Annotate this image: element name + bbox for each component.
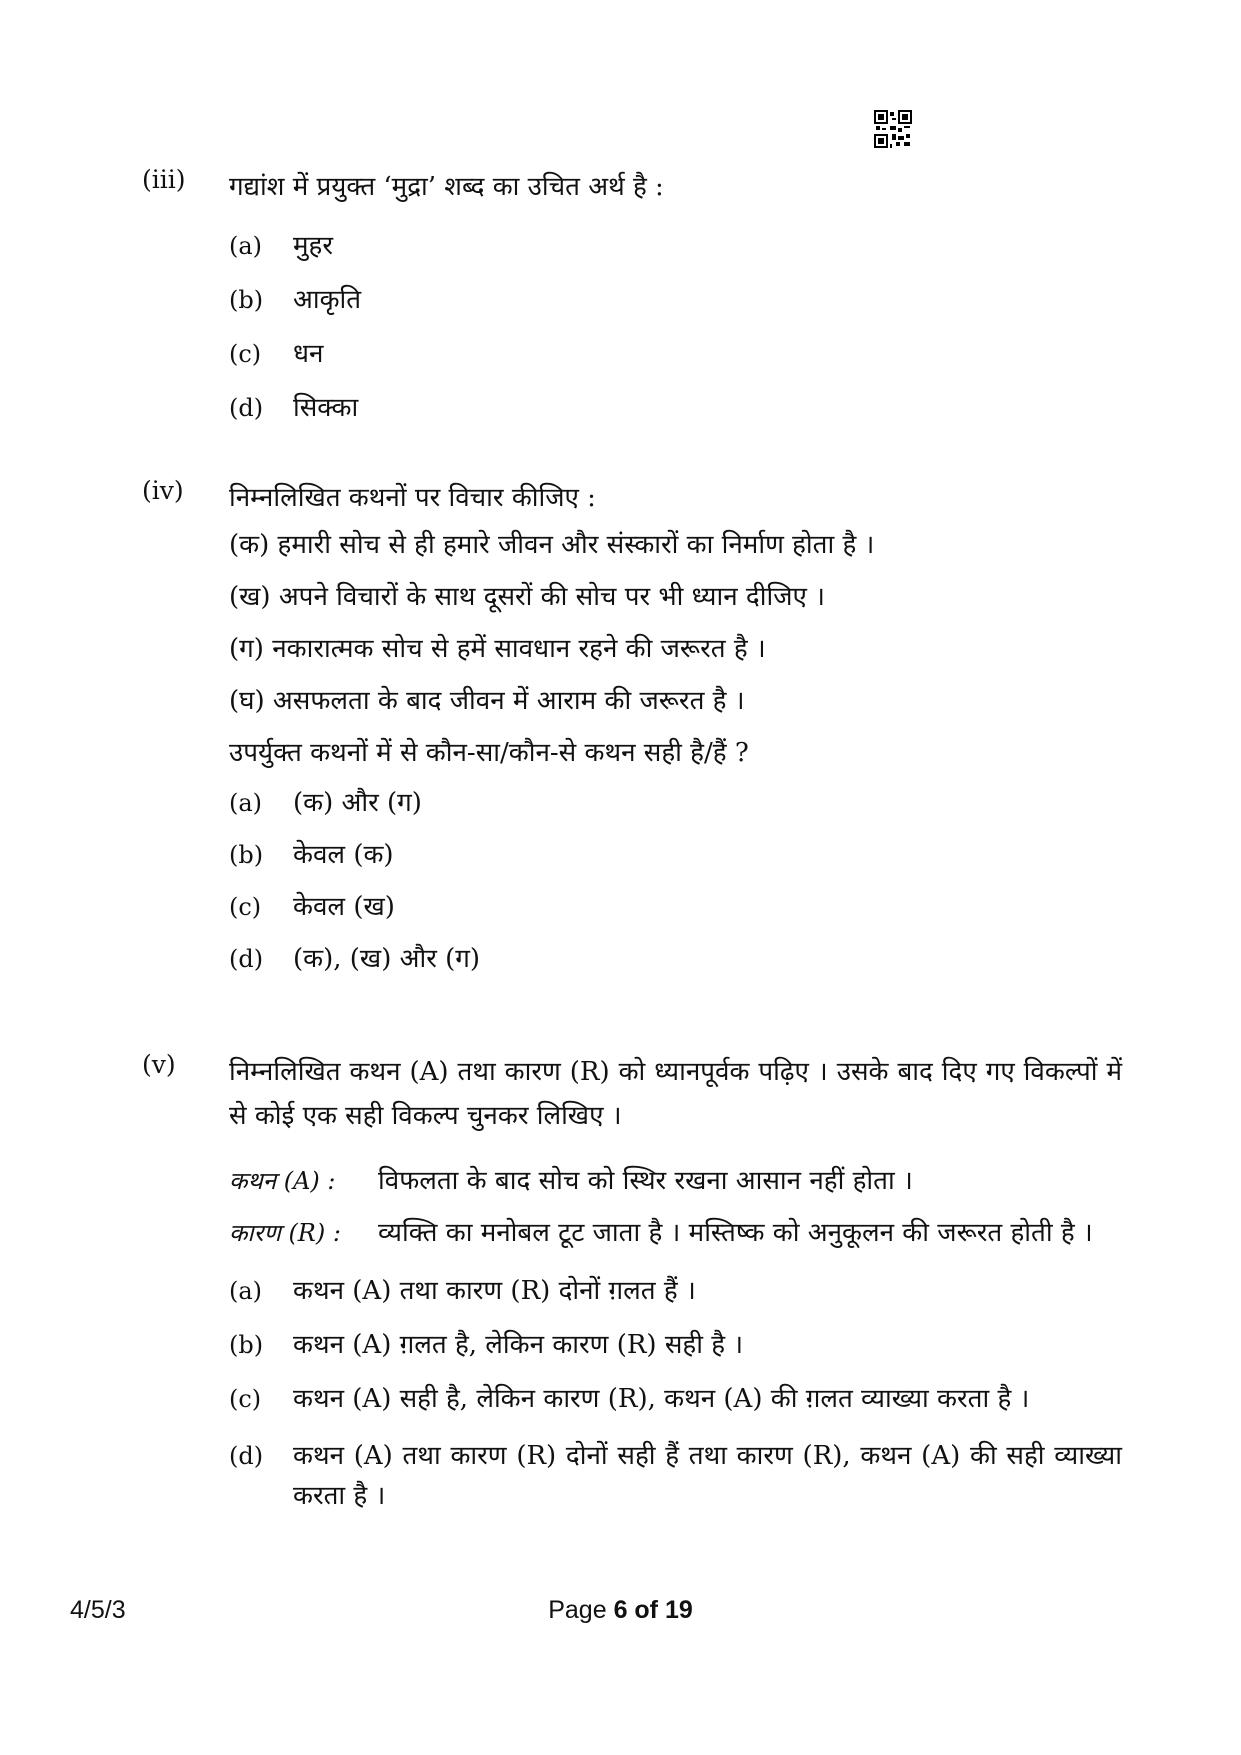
option-c (229, 890, 1122, 924)
option-label: (a) (229, 789, 263, 817)
statement-question: उपर्युक्त कथनों में से कौन-सा/कौन-से कथन सही है/हैं ? (229, 738, 749, 768)
option-text: आकृति (293, 285, 362, 315)
option-text: (क), (ख) और (ग) (293, 944, 481, 974)
option-text: सिक्का (293, 393, 359, 423)
option-label: (a) (229, 1277, 263, 1305)
option-c (229, 1382, 1122, 1416)
option-d (229, 391, 1122, 425)
option-a (229, 786, 1122, 820)
option-text: कथन (A) तथा कारण (R) दोनों सही हैं तथा कारण (R), कथन (A) की सही व्याख्या करता है । (293, 1441, 1122, 1511)
options-list (229, 1274, 1122, 1516)
statement-kha: (ख) अपने विचारों के साथ दूसरों की सोच पर भी ध्यान दीजिए । (229, 582, 825, 612)
question-number: (v) (142, 1050, 176, 1079)
statement-ga: (ग) नकारात्मक सोच से हमें सावधान रहने की जरूरत है । (229, 634, 766, 664)
option-label: (b) (229, 286, 264, 314)
option-c (229, 337, 1122, 371)
options-list (229, 786, 1122, 976)
option-b (229, 283, 1122, 317)
option-label: (d) (229, 945, 264, 973)
paper-code: 4/5/3 (70, 1596, 126, 1624)
option-label: (d) (229, 1442, 264, 1470)
qr-code (874, 110, 912, 148)
option-label: (a) (229, 232, 263, 260)
option-text: (क) और (ग) (293, 788, 422, 818)
question-stem: निम्नलिखित कथनों पर विचार कीजिए : (229, 483, 596, 513)
question-number: (iv) (142, 476, 184, 505)
reason (229, 1210, 1122, 1256)
option-label: (b) (229, 841, 264, 869)
option-b (229, 1328, 1122, 1362)
statement-gha: (घ) असफलता के बाद जीवन में आराम की जरूरत है । (229, 686, 745, 716)
question-stem: गद्यांश में प्रयुक्त ‘मुद्रा’ शब्द का उचित अर्थ है : (229, 172, 664, 202)
option-text: कथन (A) सही है, लेकिन कारण (R), कथन (A) की ग़लत व्याख्या करता है । (293, 1384, 1030, 1414)
reason-text: व्यक्ति का मनोबल टूट जाता है । मस्तिष्क को अनुकूलन की जरूरत होती है । (378, 1218, 1093, 1248)
question-iii (142, 165, 1122, 425)
option-text: कथन (A) तथा कारण (R) दोनों ग़लत हैं । (293, 1276, 696, 1306)
option-label: (b) (229, 1331, 264, 1359)
page-of: of (627, 1596, 665, 1624)
assertion-text: विफलता के बाद सोच को स्थिर रखना आसान नहीं होता । (378, 1166, 913, 1196)
option-a (229, 1274, 1122, 1308)
assertion (229, 1158, 1122, 1204)
reason-label: कारण (R) : (229, 1219, 341, 1247)
page-current: 6 (613, 1596, 628, 1624)
option-text: मुहर (293, 231, 333, 261)
option-label: (d) (229, 394, 264, 422)
page-number (0, 1596, 1241, 1625)
question-iv (142, 476, 1122, 976)
option-text: केवल (ख) (293, 892, 395, 922)
option-text: धन (293, 339, 324, 369)
question-number: (iii) (142, 165, 186, 194)
option-label: (c) (229, 893, 262, 921)
option-label: (c) (229, 1385, 262, 1413)
option-text: कथन (A) ग़लत है, लेकिन कारण (R) सही है । (293, 1330, 744, 1360)
option-b (229, 838, 1122, 872)
statement-ka: (क) हमारी सोच से ही हमारे जीवन और संस्कारों का निर्माण होता है । (229, 530, 875, 560)
assertion-label: कथन (A) : (229, 1167, 336, 1195)
option-d (229, 942, 1122, 976)
options-list (229, 229, 1122, 425)
page-total: 19 (664, 1596, 693, 1624)
option-text: केवल (क) (293, 840, 394, 870)
page-prefix: Page (548, 1596, 614, 1624)
option-a (229, 229, 1122, 263)
question-v (142, 1050, 1122, 1516)
option-d (229, 1436, 1122, 1516)
option-label: (c) (229, 340, 262, 368)
question-stem: निम्नलिखित कथन (A) तथा कारण (R) को ध्यानपूर्वक पढ़िए । उसके बाद दिए गए विकल्पों में से कोई एक सही विकल्प चुनकर लिखिए । (229, 1057, 1122, 1131)
